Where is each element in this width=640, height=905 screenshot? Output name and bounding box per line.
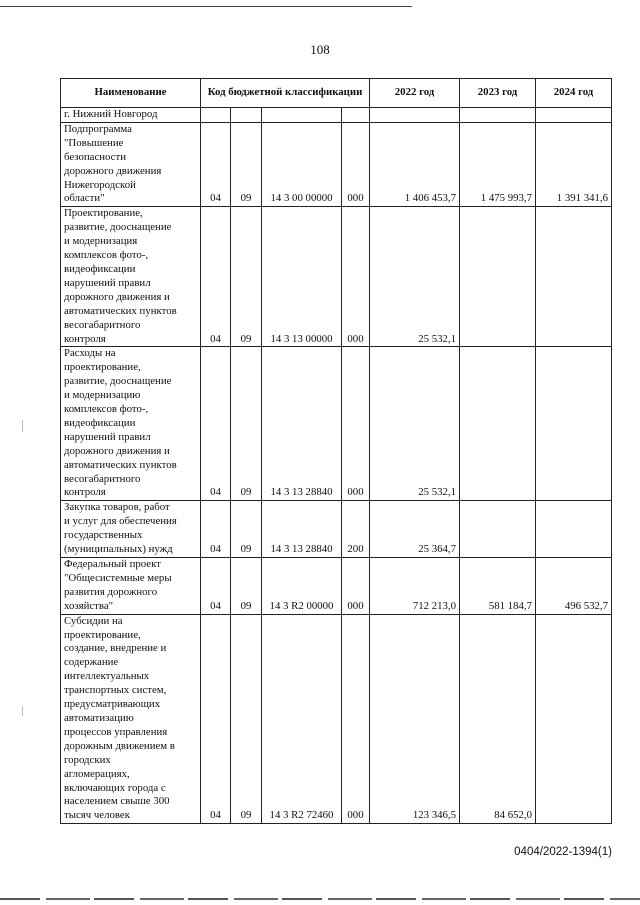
- header-2024: 2024 год: [536, 79, 612, 108]
- code-expense-type: 000: [342, 122, 370, 206]
- empty-cell: [536, 108, 612, 123]
- value-2023: 1 475 993,7: [460, 122, 536, 206]
- row-name: [61, 347, 201, 501]
- row-name-line: Субсидии на: [64, 614, 123, 627]
- value-2024: [536, 614, 612, 824]
- row-name-line: Подпрограмма: [64, 122, 132, 135]
- code-section: 04: [201, 501, 231, 558]
- budget-table: [60, 78, 612, 824]
- value-2024: [536, 501, 612, 558]
- row-name: [61, 501, 201, 558]
- code-subsection: 09: [231, 122, 262, 206]
- row-name: [61, 558, 201, 615]
- code-subsection: 09: [231, 558, 262, 615]
- row-name-line: комплексов фото-,: [64, 403, 149, 416]
- row-name-line: контроля: [64, 486, 106, 499]
- row-name-line: дорожного движения и: [64, 444, 170, 457]
- code-target-article: 14 3 R2 00000: [262, 558, 342, 615]
- row-name-line: области": [64, 192, 105, 205]
- row-name-line: "Повышение: [64, 136, 124, 149]
- row-name-line: транспортных систем,: [64, 684, 167, 697]
- row-name-line: видеофиксации: [64, 416, 136, 429]
- scan-mark: [22, 420, 23, 432]
- code-target-article: 14 3 R2 72460: [262, 614, 342, 824]
- row-name-line: (муниципальных) нужд: [64, 543, 173, 556]
- header-2022: 2022 год: [370, 79, 460, 108]
- code-subsection: 09: [231, 207, 262, 347]
- empty-cell: [262, 108, 342, 123]
- row-name-line: проектирование,: [64, 628, 141, 641]
- row-name-line: контроля: [64, 332, 106, 345]
- bottom-rule: [0, 898, 640, 900]
- table-row: [61, 558, 612, 615]
- row-name-line: весогабаритного: [64, 318, 141, 331]
- empty-cell: [231, 108, 262, 123]
- row-name: [61, 614, 201, 824]
- code-expense-type: 000: [342, 558, 370, 615]
- row-name-line: тысяч человек: [64, 809, 130, 822]
- scan-mark: [22, 706, 23, 716]
- row-name-line: предусматривающих: [64, 698, 161, 711]
- row-name-line: нарушений правил: [64, 430, 151, 443]
- row-name-line: государственных: [64, 529, 143, 542]
- code-expense-type: 000: [342, 347, 370, 501]
- value-2022: 25 364,7: [370, 501, 460, 558]
- row-name-line: развитие, дооснащение: [64, 375, 172, 388]
- table-row: [61, 207, 612, 347]
- code-target-article: 14 3 13 28840: [262, 501, 342, 558]
- city-name: г. Нижний Новгород: [61, 108, 201, 123]
- row-name-line: автоматических пунктов: [64, 458, 177, 471]
- table-row: [61, 122, 612, 206]
- code-target-article: 14 3 00 00000: [262, 122, 342, 206]
- code-section: 04: [201, 207, 231, 347]
- row-name-line: населением свыше 300: [64, 795, 170, 808]
- row-name-line: безопасности: [64, 150, 126, 163]
- document-code: 0404/2022-1394(1): [514, 846, 612, 858]
- header-classification-code: Код бюджетной классификации: [201, 79, 370, 108]
- value-2023: 84 652,0: [460, 614, 536, 824]
- header-row: [61, 79, 612, 108]
- row-name-line: Нижегородской: [64, 178, 136, 191]
- value-2023: 581 184,7: [460, 558, 536, 615]
- row-name-line: развитие, дооснащение: [64, 221, 172, 234]
- table-row: [61, 347, 612, 501]
- empty-cell: [370, 108, 460, 123]
- row-name: [61, 207, 201, 347]
- row-name-line: автоматических пунктов: [64, 304, 177, 317]
- code-section: 04: [201, 614, 231, 824]
- table-row: [61, 614, 612, 824]
- row-name-line: включающих города с: [64, 781, 166, 794]
- value-2024: [536, 347, 612, 501]
- code-expense-type: 000: [342, 614, 370, 824]
- row-name-line: весогабаритного: [64, 472, 141, 485]
- code-subsection: 09: [231, 347, 262, 501]
- value-2022: 25 532,1: [370, 347, 460, 501]
- row-name-line: содержание: [64, 656, 119, 669]
- value-2024: [536, 207, 612, 347]
- row-name-line: хозяйства": [64, 599, 114, 612]
- code-section: 04: [201, 347, 231, 501]
- row-name-line: Расходы на: [64, 347, 116, 360]
- row-name-line: и услуг для обеспечения: [64, 515, 177, 528]
- row-name-line: дорожным движением в: [64, 739, 175, 752]
- row-name-line: проектирование,: [64, 361, 141, 374]
- code-expense-type: 200: [342, 501, 370, 558]
- value-2024: 496 532,7: [536, 558, 612, 615]
- row-name-line: Закупка товаров, работ: [64, 501, 170, 514]
- row-name-line: дорожного движения и: [64, 290, 170, 303]
- city-row: [61, 108, 612, 123]
- empty-cell: [201, 108, 231, 123]
- code-expense-type: 000: [342, 207, 370, 347]
- code-section: 04: [201, 122, 231, 206]
- value-2022: 25 532,1: [370, 207, 460, 347]
- page-number: 108: [310, 42, 330, 57]
- row-name-line: автоматизацию: [64, 711, 134, 724]
- row-name-line: развития дорожного: [64, 585, 158, 598]
- value-2023: [460, 501, 536, 558]
- code-section: 04: [201, 558, 231, 615]
- row-name-line: и модернизацию: [64, 389, 141, 402]
- row-name-line: интеллектуальных: [64, 670, 150, 683]
- row-name-line: создание, внедрение и: [64, 642, 167, 655]
- value-2022: 1 406 453,7: [370, 122, 460, 206]
- table-row: [61, 501, 612, 558]
- row-name-line: агломерациях,: [64, 767, 130, 780]
- top-rule: [0, 6, 412, 7]
- row-name-line: Проектирование,: [64, 207, 143, 220]
- value-2022: 712 213,0: [370, 558, 460, 615]
- value-2023: [460, 347, 536, 501]
- value-2024: 1 391 341,6: [536, 122, 612, 206]
- empty-cell: [342, 108, 370, 123]
- code-target-article: 14 3 13 00000: [262, 207, 342, 347]
- code-target-article: 14 3 13 28840: [262, 347, 342, 501]
- value-2023: [460, 207, 536, 347]
- empty-cell: [460, 108, 536, 123]
- header-name: Наименование: [61, 79, 201, 108]
- row-name-line: процессов управления: [64, 725, 168, 738]
- row-name-line: Федеральный проект: [64, 558, 161, 570]
- row-name: [61, 122, 201, 206]
- row-name-line: дорожного движения: [64, 164, 162, 177]
- value-2022: 123 346,5: [370, 614, 460, 824]
- row-name-line: и модернизация: [64, 235, 138, 248]
- header-2023: 2023 год: [460, 79, 536, 108]
- code-subsection: 09: [231, 501, 262, 558]
- row-name-line: комплексов фото-,: [64, 249, 149, 262]
- row-name-line: нарушений правил: [64, 276, 151, 289]
- code-subsection: 09: [231, 614, 262, 824]
- row-name-line: видеофиксации: [64, 262, 136, 275]
- row-name-line: "Общесистемные меры: [64, 571, 172, 584]
- row-name-line: городских: [64, 753, 111, 766]
